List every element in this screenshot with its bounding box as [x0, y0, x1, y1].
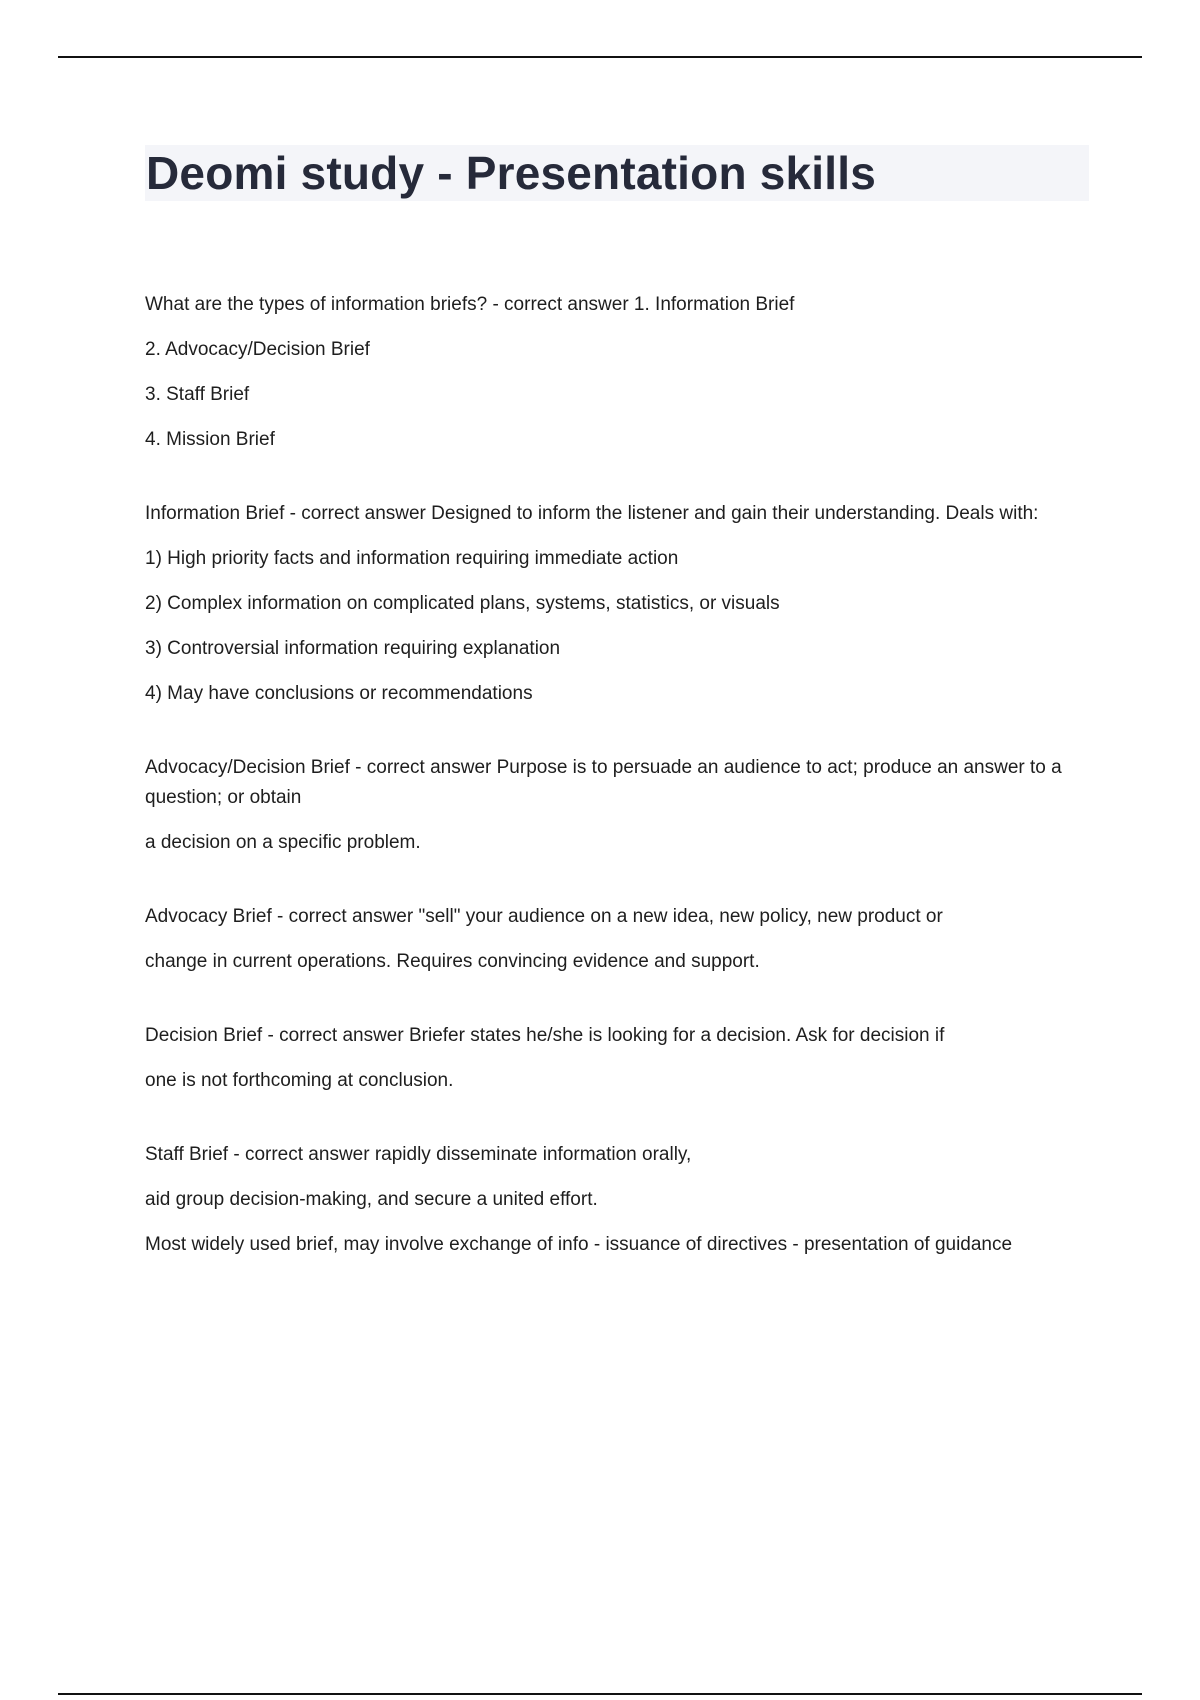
- qa-line: Staff Brief - correct answer rapidly disseminate information orally,: [145, 1144, 692, 1165]
- qa-line: change in current operations. Requires convincing evidence and support.: [145, 951, 760, 972]
- qa-block-advocacy-brief: [145, 902, 1085, 977]
- qa-line: 3. Staff Brief: [145, 384, 250, 405]
- qa-line: 4) May have conclusions or recommendations: [145, 683, 533, 704]
- qa-line: Advocacy Brief - correct answer "sell" your audience on a new idea, new policy, new product or: [145, 906, 943, 927]
- qa-line: one is not forthcoming at conclusion.: [145, 1070, 454, 1091]
- qa-line: Most widely used brief, may involve exchange of info - issuance of directives - presentation of guidance: [145, 1234, 1013, 1255]
- qa-line: 4. Mission Brief: [145, 429, 275, 450]
- document-body: [145, 290, 1085, 1304]
- qa-line: a decision on a specific problem.: [145, 832, 421, 853]
- top-divider: [58, 56, 1142, 58]
- qa-block-advocacy-decision-brief: [145, 753, 1085, 858]
- qa-line: 1) High priority facts and information requiring immediate action: [145, 548, 679, 569]
- bottom-divider: [58, 1693, 1142, 1695]
- qa-line: Information Brief - correct answer Designed to inform the listener and gain their understanding. Deals with:: [145, 503, 1039, 524]
- qa-line: Decision Brief - correct answer Briefer states he/she is looking for a decision. Ask for decision if: [145, 1025, 945, 1046]
- qa-block-decision-brief: [145, 1021, 1085, 1096]
- qa-line: What are the types of information briefs? - correct answer 1. Information Brief: [145, 294, 795, 315]
- qa-line: 2. Advocacy/Decision Brief: [145, 339, 370, 360]
- page-title: Deomi study - Presentation skills: [146, 147, 877, 199]
- qa-line: Advocacy/Decision Brief - correct answer Purpose is to persuade an audience to act; produce an answer to a question; or obtain: [145, 757, 1062, 808]
- qa-line: 2) Complex information on complicated plans, systems, statistics, or visuals: [145, 593, 780, 614]
- qa-block-types-of-briefs: [145, 290, 1085, 455]
- qa-line: aid group decision-making, and secure a united effort.: [145, 1189, 598, 1210]
- qa-block-staff-brief: [145, 1140, 1085, 1260]
- qa-line: 3) Controversial information requiring explanation: [145, 638, 561, 659]
- qa-block-information-brief: [145, 499, 1085, 709]
